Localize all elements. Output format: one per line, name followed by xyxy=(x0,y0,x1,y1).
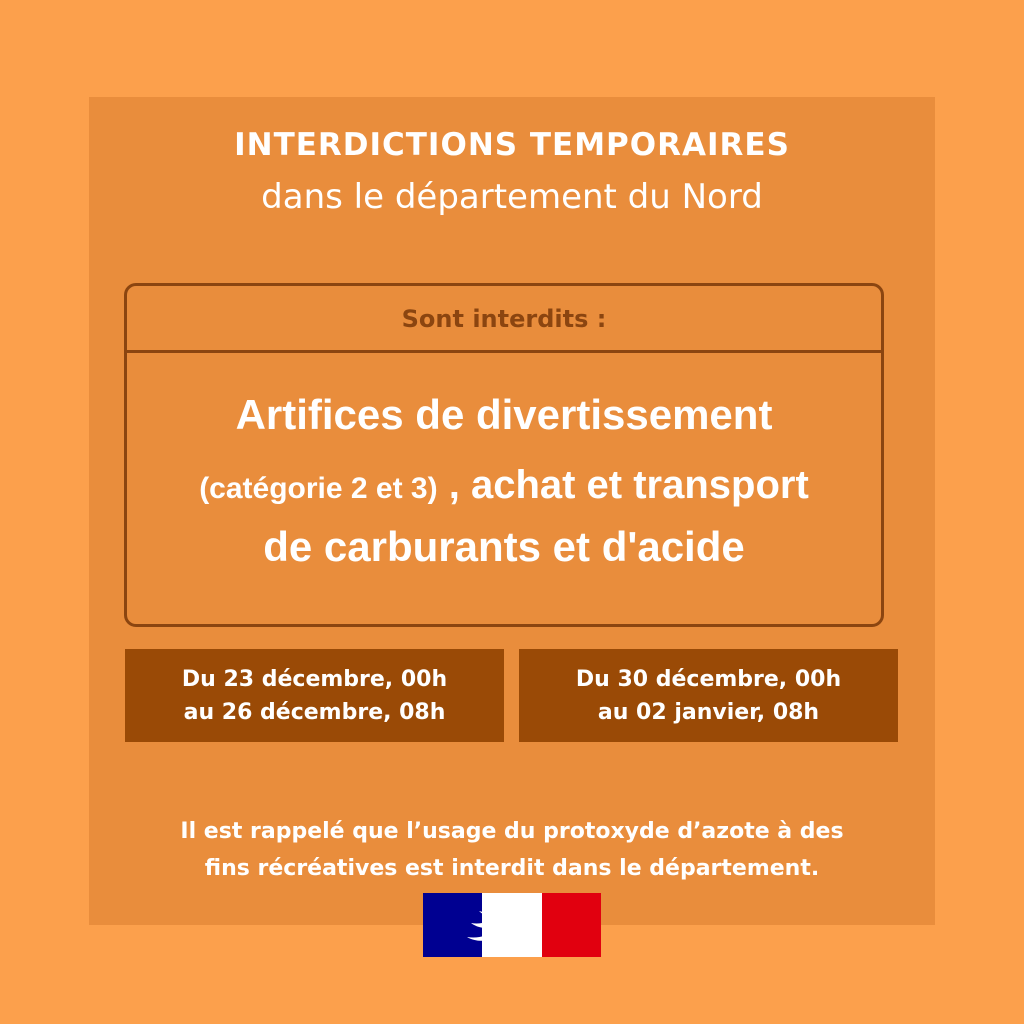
period-badge-1 xyxy=(125,649,504,742)
period-1-end: au 26 décembre, 08h xyxy=(183,699,446,725)
prohibition-label: Sont interdits : xyxy=(127,286,881,353)
page-title: INTERDICTIONS TEMPORAIRES xyxy=(234,127,790,163)
reminder-line-2: fins récréatives est interdit dans le département. xyxy=(204,856,820,881)
period-1-start: Du 23 décembre, 00h xyxy=(181,666,448,692)
marianne-flag-icon xyxy=(423,893,601,957)
prohibition-line-1: Artifices de divertissement xyxy=(235,391,773,438)
marianne-profile-icon xyxy=(423,893,601,957)
reminder-note xyxy=(0,813,1024,887)
reminder-line-1: Il est rappelé que l’usage du protoxyde d’azote à des xyxy=(180,819,844,844)
page-subtitle: dans le département du Nord xyxy=(261,177,763,217)
prohibition-line-2 xyxy=(127,460,881,519)
category-note: (catégorie 2 et 3) xyxy=(199,472,438,505)
prohibition-line-3: de carburants et d'acide xyxy=(263,523,745,570)
period-2-start: Du 30 décembre, 00h xyxy=(575,666,842,692)
period-badge-2 xyxy=(519,649,898,742)
period-2-end: au 02 janvier, 08h xyxy=(597,699,820,725)
prohibition-box xyxy=(124,283,884,627)
prohibition-line-2-main: , achat et transport xyxy=(437,463,809,507)
